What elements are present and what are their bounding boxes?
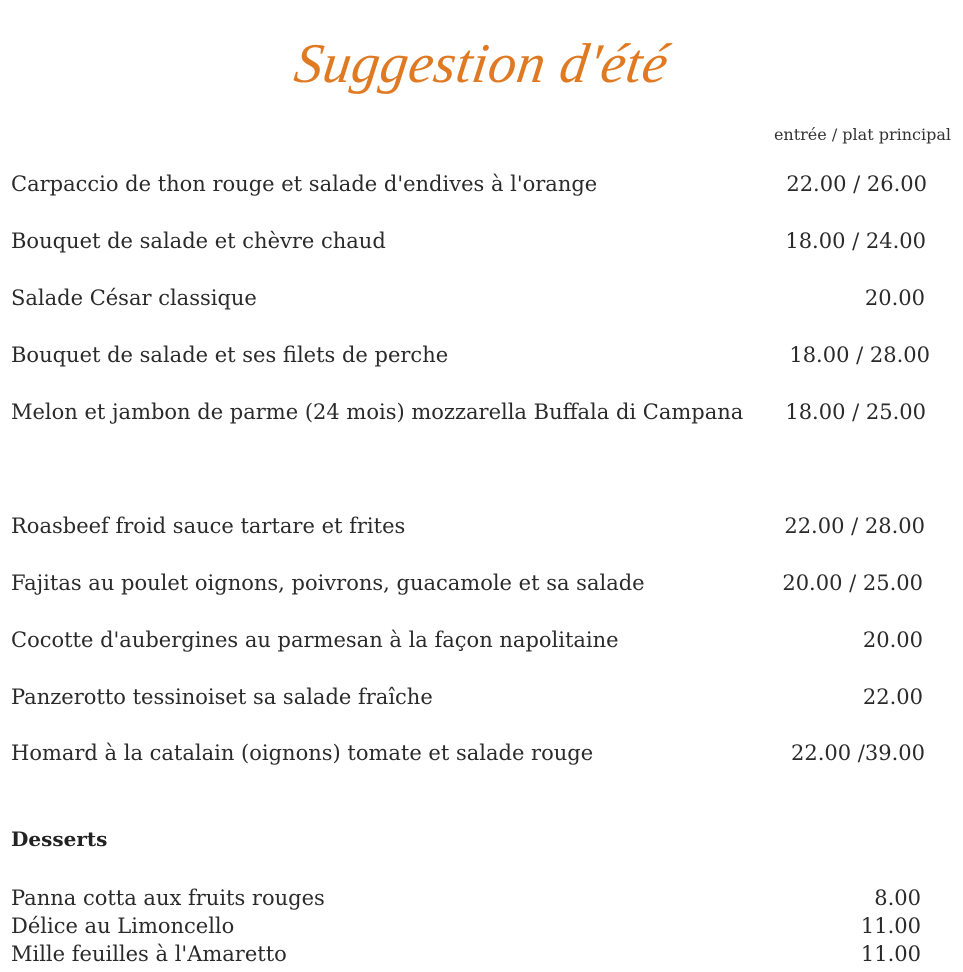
menu-item-price: 22.00 /39.00 [791, 741, 925, 765]
menu-item-name: Homard à la catalain (oignons) tomate et salade rouge [11, 741, 594, 765]
menu-item-price: 22.00 [862, 685, 923, 709]
dessert-item-price: 8.00 [874, 886, 921, 910]
menu-item-price: 20.00 [864, 286, 925, 310]
menu-item-name: Fajitas au poulet oignons, poivrons, guacamole et sa salade [11, 571, 645, 595]
menu-item-price: 22.00 / 26.00 [786, 172, 927, 196]
dessert-item-name: Délice au Limoncello [11, 914, 235, 938]
dessert-item-price: 11.00 [860, 942, 921, 966]
menu-item-name: Roasbeef froid sauce tartare et frites [11, 514, 406, 538]
menu-item-price: 22.00 / 28.00 [784, 514, 925, 538]
menu-item-price: 18.00 / 28.00 [789, 343, 930, 367]
menu-item-name: Bouquet de salade et ses filets de perche [11, 343, 449, 367]
menu-item-name: Carpaccio de thon rouge et salade d'endives à l'orange [11, 172, 598, 196]
price-column-header: entrée / plat principal [773, 125, 951, 144]
menu-item-price: 20.00 / 25.00 [782, 571, 923, 595]
page-title: Suggestion d'été [290, 33, 673, 95]
menu-item-price: 18.00 / 25.00 [785, 400, 926, 424]
menu-item-name: Cocotte d'aubergines au parmesan à la façon napolitaine [11, 628, 619, 652]
menu-item-price: 20.00 [862, 628, 923, 652]
menu-item-name: Bouquet de salade et chèvre chaud [11, 229, 386, 253]
menu-item-name: Melon et jambon de parme (24 mois) mozzarella Buffala di Campana [11, 400, 744, 424]
dessert-item-name: Mille feuilles à l'Amaretto [11, 942, 287, 966]
menu-item-price: 18.00 / 24.00 [785, 229, 926, 253]
dessert-item-name: Panna cotta aux fruits rouges [11, 886, 325, 910]
menu-item-name: Salade César classique [11, 286, 257, 310]
desserts-heading: Desserts [11, 827, 108, 851]
dessert-item-price: 11.00 [860, 914, 921, 938]
menu-item-name: Panzerotto tessinoiset sa salade fraîche [11, 685, 433, 709]
